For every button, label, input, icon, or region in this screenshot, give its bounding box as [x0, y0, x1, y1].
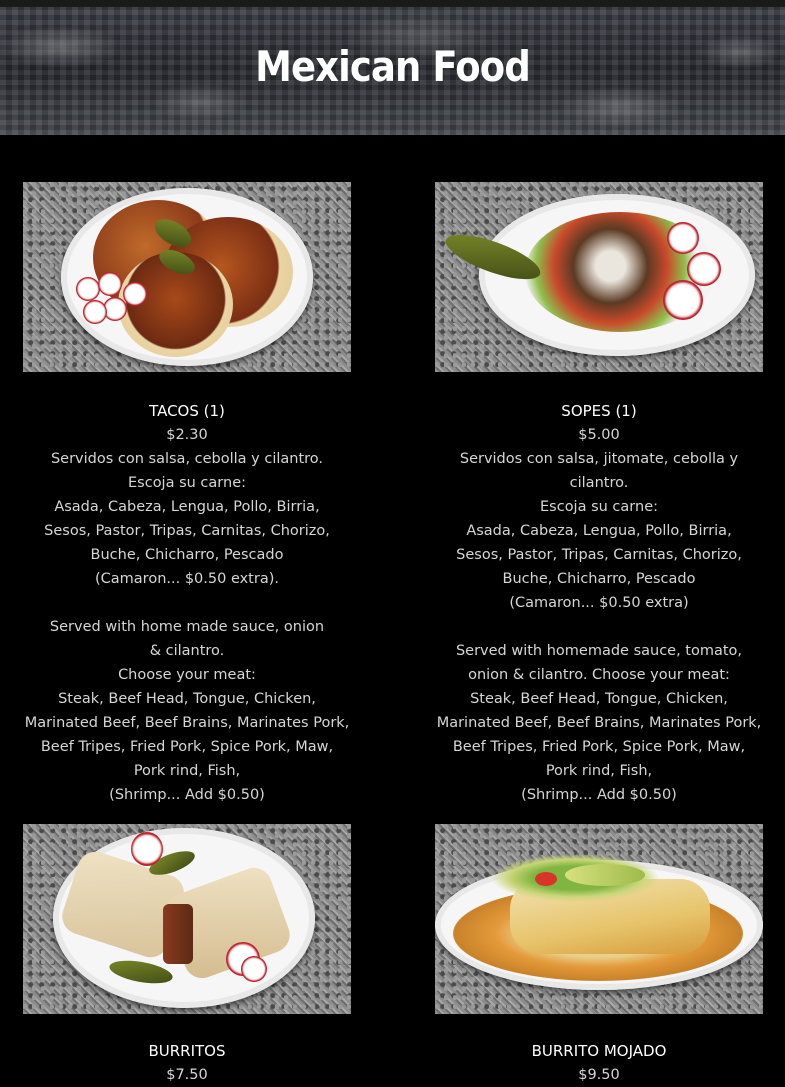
menu-item-burrito-mojado — [435, 824, 763, 1087]
burrito-mojado-info — [435, 1039, 763, 1087]
tacos-photo — [23, 182, 351, 372]
description-en-extra: (Shrimp... Add $0.50) — [521, 787, 677, 803]
burrito-mojado-photo — [435, 824, 763, 1014]
burritos-photo — [23, 824, 351, 1014]
menu-item-sopes — [435, 182, 763, 807]
menu-item-burritos — [23, 824, 351, 1087]
page-title: Mexican Food — [255, 42, 530, 91]
item-price: $9.50 — [578, 1067, 620, 1083]
item-price: $2.30 — [166, 427, 208, 443]
description-es-line: Servidos con salsa, cebolla y cilantro. — [50, 451, 324, 467]
description-en-meats: Steak, Beef Head, Tongue, Chicken, Marinated Beef, Beef Brains, Marinates Pork, Beef Tripes, Fried Pork, Spice Pork, Maw, Pork rind, Fish, — [436, 691, 762, 779]
description-en-meats: Steak, Beef Head, Tongue, Chicken, Marinated Beef, Beef Brains, Marinates Pork, Beef Tripes, Fried Pork, Spice Pork, Maw, Pork rind, Fish, — [24, 691, 350, 779]
menu-item-tacos — [23, 182, 351, 807]
item-name: BURRITO MOJADO — [531, 1042, 667, 1060]
description-es-line: Servidos con salsa, jitomate, cebolla y cilantro. — [459, 451, 739, 491]
description-es-extra: (Camaron... $0.50 extra). — [95, 571, 279, 587]
description-es-line: Escoja su carne: — [540, 499, 658, 515]
item-name: SOPES (1) — [561, 402, 637, 420]
description-es-line: Escoja su carne: — [128, 475, 246, 491]
description-en-extra: (Shrimp... Add $0.50) — [109, 787, 265, 803]
sopes-photo — [435, 182, 763, 372]
description-en-line: Choose your meat: — [118, 667, 256, 683]
description-es-extra: (Camaron... $0.50 extra) — [509, 595, 689, 611]
burritos-info — [23, 1039, 351, 1087]
item-name: TACOS (1) — [149, 402, 225, 420]
description-en-line: Served with home made sauce, onion & cilantro. — [49, 619, 325, 659]
sopes-info — [435, 399, 763, 807]
description-es-meats: Asada, Cabeza, Lengua, Pollo, Birria, Sesos, Pastor, Tripas, Carnitas, Chorizo, Buche, Chicharro, Pescado — [456, 523, 742, 587]
top-bar — [0, 0, 785, 7]
tacos-info — [23, 399, 351, 807]
header-banner — [0, 7, 785, 135]
item-price: $7.50 — [166, 1067, 208, 1083]
description-es-meats: Asada, Cabeza, Lengua, Pollo, Birria, Sesos, Pastor, Tripas, Carnitas, Chorizo, Buche, Chicharro, Pescado — [44, 499, 330, 563]
item-price: $5.00 — [578, 427, 620, 443]
description-en-line: Served with homemade sauce, tomato, onion & cilantro. Choose your meat: — [455, 643, 743, 683]
item-name: BURRITOS — [148, 1042, 226, 1060]
